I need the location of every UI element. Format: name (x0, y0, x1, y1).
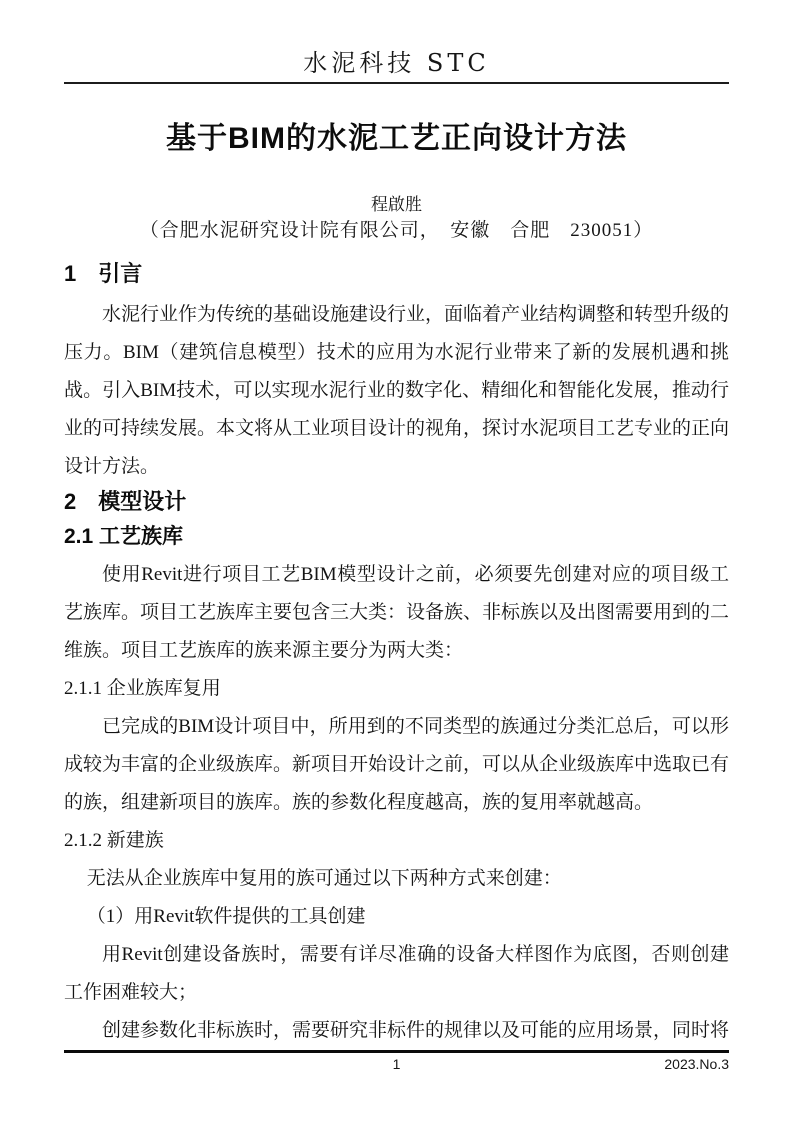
page-number: 1 (392, 1056, 401, 1072)
section-2-1-1-heading: 2.1.1 企业族库复用 (64, 678, 221, 699)
page-header (64, 0, 729, 84)
author-affiliation: （合肥水泥研究设计院有限公司， 安徽 合肥 230051） (139, 220, 654, 241)
section-2-1-2-paragraph-1: 无法从企业族库中复用的族可通过以下两种方式来创建： (86, 868, 562, 889)
journal-title: 水泥科技 STC (303, 49, 490, 77)
section-2-1-1-paragraph: 已完成的BIM设计项目中，所用到的不同类型的族通过分类汇总后，可以形成较为丰富的企业级族库。新项目开始设计之前，可以从企业级族库中选取已有的族，组建新项目的族库。族的参数化程度越高，族的复用率就越高。 (64, 716, 730, 813)
article-title: 基于BIM的水泥工艺正向设计方法 (166, 122, 627, 155)
section-2-1-heading: 2.1 工艺族库 (64, 525, 184, 548)
section-1-paragraph: 水泥行业作为传统的基础设施建设行业，面临着产业结构调整和转型升级的压力。BIM（建筑信息模型）技术的应用为水泥行业带来了新的发展机遇和挑战。引入BIM技术，可以实现水泥行业的数字化、精细化和智能化发展，推动行业的可持续发展。本文将从工业项目设计的视角，探讨水泥项目工艺专业的正向设计方法。 (64, 304, 730, 477)
section-2-1-paragraph: 使用Revit进行项目工艺BIM模型设计之前，必须要先创建对应的项目级工艺族库。项目工艺族库主要包含三大类：设备族、非标族以及出图需要用到的二维族。项目工艺族库的族来源主要分为两大类： (64, 564, 730, 661)
issue-label: 2023.No.3 (664, 1056, 729, 1072)
section-1-heading: 1 引言 (64, 261, 143, 286)
footer-row (64, 1053, 729, 1077)
section-2-1-2-heading: 2.1.2 新建族 (64, 830, 164, 851)
section-2-heading: 2 模型设计 (64, 489, 187, 514)
section-2-1-2-paragraph-3: 创建参数化非标族时，需要研究非标件的规律以及可能的应用场景，同时将 (102, 1020, 730, 1041)
section-2-1-2-list-item-1: （1）用Revit软件提供的工具创建 (86, 906, 366, 927)
author-name: 程啟胜 (371, 195, 422, 214)
article-body (0, 116, 793, 1050)
page-footer (64, 1050, 729, 1077)
section-2-1-2-paragraph-2: 用Revit创建设备族时，需要有详尽准确的设备大样图作为底图，否则创建工作困难较大； (64, 944, 729, 1003)
